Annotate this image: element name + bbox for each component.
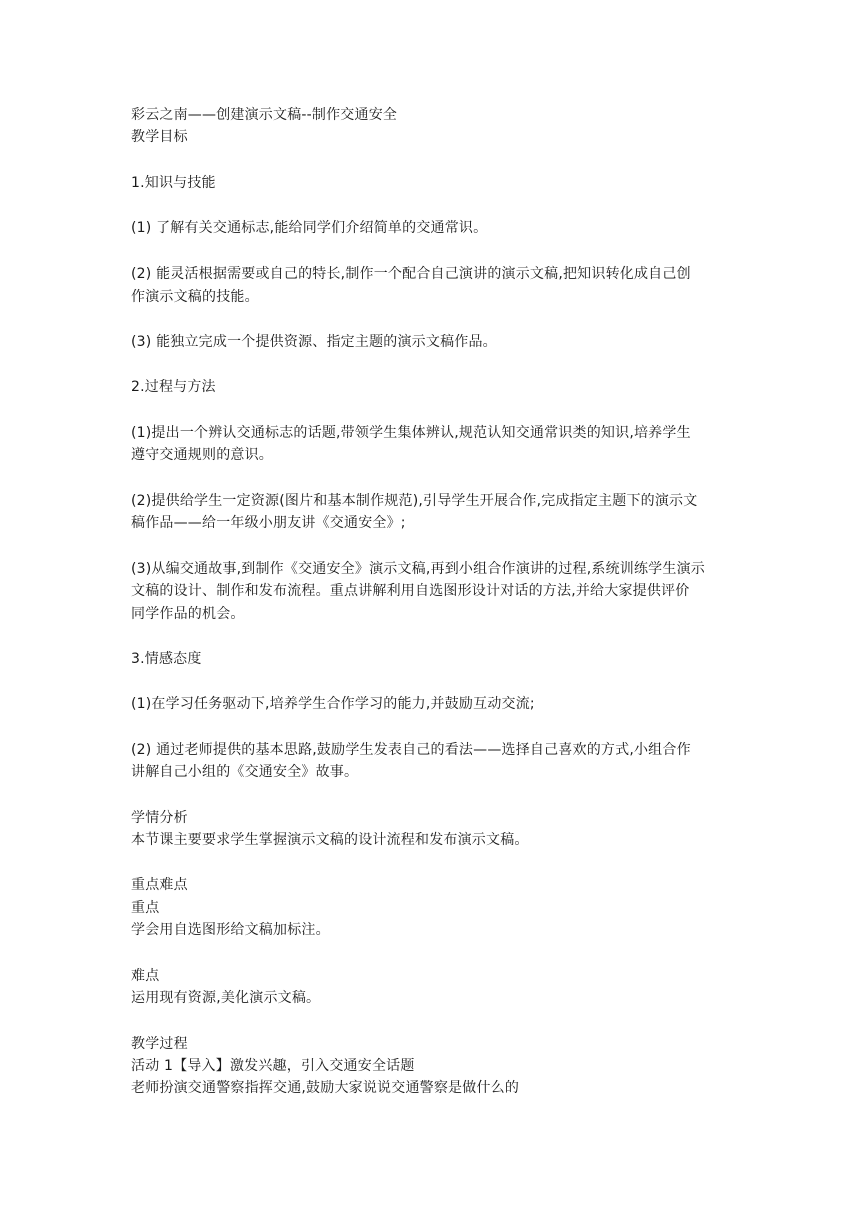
- text-line: 学会用自选图形给文稿加标注。: [131, 922, 330, 938]
- subsection-heading: 难点: [131, 968, 160, 984]
- text-line: 同学作品的机会。: [131, 606, 245, 622]
- text-line: (1)提出一个辨认交通标志的话题,带领学生集体辨认,规范认知交通常识类的知识,培养学生: [131, 425, 691, 441]
- text-line: 遵守交通规则的意识。: [131, 447, 273, 463]
- text-line: (1)在学习任务驱动下,培养学生合作学习的能力,并鼓励互动交流;: [131, 696, 535, 712]
- section-heading: 重点难点: [131, 877, 188, 893]
- text-line: (2) 通过老师提供的基本思路,鼓励学生发表自己的看法——选择自己喜欢的方式,小组合作: [131, 742, 691, 758]
- text-line: 活动 1【导入】激发兴趣，引入交通安全话题: [131, 1058, 415, 1074]
- text-line: (3)从编交通故事,到制作《交通安全》演示文稿,再到小组合作演讲的过程,系统训练学生演示: [131, 561, 705, 577]
- text-line: (3) 能独立完成一个提供资源、指定主题的演示文稿作品。: [131, 334, 497, 350]
- text-line: 老师扮演交通警察指挥交通,鼓励大家说说交通警察是做什么的: [131, 1080, 520, 1096]
- subsection-heading: 2.过程与方法: [131, 379, 216, 395]
- text-line: 稿作品——给一年级小朋友讲《交通安全》;: [131, 515, 406, 531]
- document-title: 彩云之南——创建演示文稿--制作交通安全: [131, 107, 398, 123]
- text-line: 作演示文稿的技能。: [131, 289, 259, 305]
- subsection-heading: 重点: [131, 900, 160, 916]
- text-line: 本节课主要要求学生掌握演示文稿的设计流程和发布演示文稿。: [131, 832, 529, 848]
- section-heading: 教学过程: [131, 1036, 188, 1052]
- subsection-heading: 1.知识与技能: [131, 175, 216, 191]
- section-heading: 学情分析: [131, 810, 188, 826]
- text-line: (2)提供给学生一定资源(图片和基本制作规范),引导学生开展合作,完成指定主题下的演示文: [131, 493, 698, 509]
- subsection-heading: 3.情感态度: [131, 651, 202, 667]
- text-line: (2) 能灵活根据需要或自己的特长,制作一个配合自己演讲的演示文稿,把知识转化成自己创: [131, 266, 691, 282]
- text-line: 运用现有资源,美化演示文稿。: [131, 990, 321, 1006]
- text-line: (1) 了解有关交通标志,能给同学们介绍简单的交通常识。: [131, 220, 488, 236]
- text-line: 讲解自己小组的《交通安全》故事。: [131, 764, 359, 780]
- section-heading: 教学目标: [131, 129, 188, 145]
- text-line: 文稿的设计、制作和发布流程。重点讲解利用自选图形设计对话的方法,并给大家提供评价: [131, 583, 690, 599]
